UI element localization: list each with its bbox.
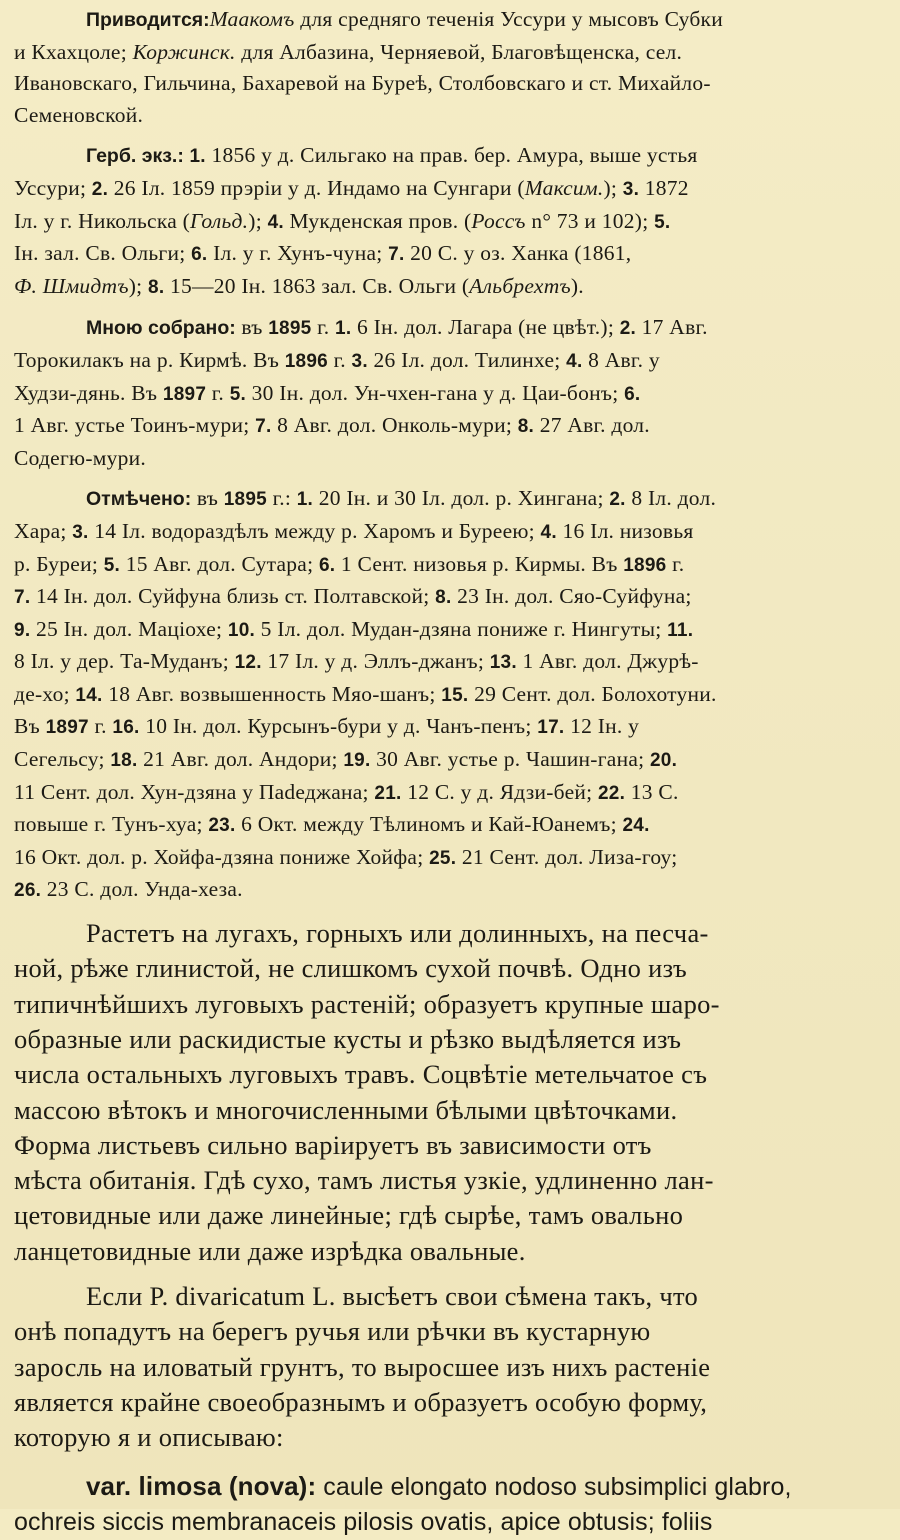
gerb-text: ); — [128, 273, 149, 298]
mnoyu-text: 4. — [566, 350, 583, 372]
otmecheno-text: 11 Сент. дол. Хун-дзяна у Паdеджана; — [14, 779, 375, 804]
mnoyu-text: 1 Авг. устье Тоинъ-мури; — [14, 413, 256, 438]
mnoyu-text: въ — [235, 315, 269, 340]
otmecheno-text: 17. — [537, 717, 565, 739]
variety-text-line-2: ochreis siccis membranaceis pilosis ovatis, apice obtusis; foliis — [14, 1508, 713, 1537]
paragraph-privoditsya — [14, 4, 894, 131]
mnoyu-text: 1895 — [268, 318, 312, 340]
mnoyu-text: 6 Ін. дол. Лагара (не цвѣт.); — [351, 315, 620, 340]
rastet-line: мѣста обитанія. Гдѣ сухо, тамъ листья узкіе, удлиненно лан- — [14, 1165, 714, 1196]
gerb-text: Ін. зал. Св. Ольги; — [14, 241, 192, 266]
privoditsya-text: Маакомъ — [209, 7, 295, 31]
gerb-text: 6. — [191, 244, 208, 266]
gerb-line — [14, 238, 894, 271]
otmecheno-text: г.: — [266, 486, 297, 511]
gerb-line — [14, 206, 894, 239]
mnoyu-text: 1896 — [284, 350, 329, 372]
otmecheno-text: 7. — [14, 587, 31, 609]
otmecheno-text: 12 Ін. у — [564, 714, 640, 739]
rastet-line: типичнѣйшихъ луговыхъ растеній; образуетъ крупные шаро- — [14, 988, 720, 1019]
privoditsya-line — [14, 68, 894, 100]
mnoyu-text: Худзи-дянь. Въ — [14, 380, 163, 405]
gerb-text: 5. — [654, 211, 671, 233]
otmecheno-text: 5 Іл. дол. Мудан-дзяна пониже г. Нингуты; — [255, 616, 668, 641]
otmecheno-text: 16. — [112, 717, 140, 739]
otmecheno-text: 11. — [667, 619, 694, 641]
otmecheno-text: 13. — [489, 652, 517, 674]
otmecheno-text: 1 Авг. дол. Джурѣ- — [516, 649, 699, 674]
otmecheno-text: 1897 — [45, 717, 89, 739]
esli-line: онѣ попадутъ на берегъ ручья или рѣчки въ кустарную — [14, 1316, 651, 1347]
otmecheno-text: 15. — [441, 684, 469, 706]
gerb-text: ). — [570, 273, 584, 298]
mnoyu-line — [14, 345, 894, 378]
otmecheno-text: 25 Ін. дол. Маціохе; — [30, 616, 228, 641]
privoditsya-text: для средняго теченія Уссури у мысовъ Субки — [294, 7, 724, 31]
otmecheno-line — [14, 874, 894, 907]
otmecheno-text: 2. — [609, 489, 626, 511]
variety-text-line-1: caule elongato nodoso subsimplici glabro, — [316, 1473, 792, 1502]
otmecheno-text: 26. — [14, 880, 42, 902]
otmecheno-text: 15 Авг. дол. Сутара; — [120, 551, 319, 576]
rastet-line: ной, рѣже глинистой, не слишкомъ сухой почвѣ. Одно изъ — [14, 953, 687, 984]
privoditsya-text: Ивановскаго, Гильчина, Бахаревой на Буреѣ, Столбовскаго и ст. Михайло- — [14, 71, 711, 96]
otmecheno-text: 22. — [597, 782, 626, 804]
mnoyu-line — [14, 378, 894, 411]
mnoyu-text: 17 Авг. — [636, 315, 708, 340]
rastet-line: ланцетовидные или даже изрѣдка овальные. — [14, 1235, 526, 1266]
privoditsya-text: и Кхахцоле; — [14, 39, 133, 64]
otmecheno-text: Сегельсу; — [14, 747, 111, 772]
otmecheno-text: Въ — [14, 714, 46, 739]
mnoyu-text: г. — [206, 380, 230, 405]
privoditsya-label: Приводится: — [86, 9, 210, 31]
otmecheno-line — [14, 744, 894, 777]
esli-line: которую я и описываю: — [14, 1422, 284, 1453]
rastet-line: массою вѣтокъ и многочисленными бѣлыми цвѣточками. — [14, 1094, 678, 1125]
otmecheno-text: 25. — [429, 847, 457, 869]
rastet-line: Форма листьевъ сильно варіируетъ въ зависимости отъ — [14, 1129, 652, 1160]
mnoyu-text: 30 Ін. дол. Ун-чхен-гана у д. Цаи-бонъ; — [246, 380, 625, 405]
rastet-line: цетовидные или даже линейные; гдѣ сырѣе, тамъ овально — [14, 1200, 684, 1231]
otmecheno-text: 8 Іл. у дер. Та-Муданъ; — [14, 649, 235, 674]
rastet-line: образные или раскидистые кусты и рѣзко выдѣляется изъ — [14, 1023, 682, 1054]
otmecheno-text: 18 Авг. возвышенность Мяо-шанъ; — [102, 681, 442, 706]
otmecheno-text: 14 Іл. водораздѣлъ между р. Харомъ и Буреею; — [88, 518, 541, 543]
otmecheno-text: Хара; — [14, 518, 73, 543]
gerb-text: 1856 у д. Сильгако на прав. бер. Амура, выше устья — [205, 143, 698, 168]
gerb-text: 4. — [267, 211, 284, 233]
gerb-text: ); — [603, 175, 623, 200]
privoditsya-line — [14, 37, 894, 69]
rastet-line: Растетъ на лугахъ, горныхъ или долинныхъ, на песча- — [86, 918, 709, 949]
otmecheno-line — [14, 549, 894, 582]
otmecheno-text: 23 С. дол. Унда-хеза. — [41, 877, 243, 902]
esli-line: является крайне своеобразнымъ и образуетъ особую форму, — [14, 1386, 708, 1417]
gerb-text: Гольд. — [190, 208, 249, 233]
otmecheno-line — [14, 842, 894, 875]
paragraph-collected-by-me — [14, 312, 894, 474]
otmecheno-text: 19. — [343, 750, 371, 772]
otmecheno-text: 10. — [227, 619, 256, 641]
otmecheno-text: 5. — [103, 554, 121, 576]
rastet-line: числа остальныхъ луговыхъ травъ. Соцвѣтіе метельчатое съ — [14, 1059, 708, 1090]
otmecheno-line — [14, 581, 894, 614]
otmecheno-text: 18. — [110, 750, 138, 772]
privoditsya-text: Коржинск. — [132, 39, 236, 64]
otmecheno-line — [14, 483, 894, 516]
mnoyu-text: 8 Авг. у — [582, 347, 660, 372]
esli-line: заросль на иловатый грунтъ, то выросшее изъ нихъ растеніе — [14, 1351, 711, 1382]
otmecheno-text: г. — [666, 551, 685, 576]
mnoyu-text: 26 Іл. дол. Тилинхе; — [367, 347, 567, 372]
otmecheno-text: 21 Авг. дол. Андори; — [137, 747, 344, 772]
otmecheno-text: 12. — [234, 652, 262, 674]
otmecheno-text: повыше г. Тунъ-хуа; — [14, 812, 209, 837]
privoditsya-text: Семеновской. — [14, 102, 144, 127]
otmecheno-text: 23. — [208, 815, 236, 837]
mnoyu-text: 2. — [619, 318, 637, 340]
gerb-line — [14, 271, 894, 304]
otmecheno-text: 20. — [649, 750, 678, 772]
mnoyu-text: 8. — [517, 416, 535, 438]
gerb-text: 26 Іл. 1859 прэріи у д. Индамо на Сунгари ( — [108, 175, 525, 200]
gerb-text: Іл. у г. Никольска ( — [14, 208, 191, 233]
gerb-text: 7. — [388, 244, 405, 266]
mnoyu-text: Торокилакъ на р. Кирмѣ. Въ — [14, 347, 285, 372]
otmecheno-text: 8 Іл. дол. — [625, 486, 717, 511]
paragraph-sowing-form — [14, 1279, 894, 1455]
mnoyu-text: 3. — [351, 350, 368, 372]
otmecheno-line — [14, 614, 894, 647]
mnoyu-line — [14, 410, 894, 443]
paragraph-herbarium-specimens — [14, 140, 894, 303]
otmecheno-text: 9. — [14, 619, 31, 641]
otmecheno-text: 1896 — [623, 554, 667, 576]
mnoyu-text: 6. — [624, 383, 641, 405]
mnoyu-text: 7. — [255, 416, 272, 438]
otmecheno-text: 12 С. у д. Ядзи-бей; — [401, 779, 598, 804]
gerb-text: Максим. — [524, 175, 604, 200]
otmecheno-text: 14. — [75, 684, 103, 706]
otmecheno-label: Отмѣчено: — [86, 488, 192, 511]
otmecheno-text: 30 Авг. устье р. Чашин-гана; — [370, 747, 650, 772]
gerb-text: Уссури; — [14, 175, 92, 200]
otmecheno-line — [14, 516, 894, 549]
gerb-text: 8. — [148, 276, 165, 298]
otmecheno-text: 21 Сент. дол. Лиза-гоу; — [456, 844, 678, 869]
gerb-text: 1. — [189, 146, 206, 168]
mnoyu-text: 1. — [335, 318, 352, 340]
esli-line: Если P. divaricatum L. высѣетъ свои сѣмена такъ, что — [86, 1281, 699, 1311]
mnoyu-text: 5. — [229, 383, 247, 405]
paragraph-noted — [14, 483, 894, 907]
otmecheno-line — [14, 711, 894, 744]
otmecheno-text: 8. — [435, 587, 452, 609]
gerb-text: 15—20 Ін. 1863 зал. Св. Ольги ( — [164, 273, 470, 298]
mnoyu-label: Мною собрано: — [86, 317, 236, 340]
gerb-text: Ф. Шмидтъ — [14, 273, 129, 298]
gerb-text: ); — [248, 208, 268, 233]
otmecheno-text: г. — [88, 714, 113, 739]
gerb-text: 1872 — [639, 175, 689, 200]
otmecheno-text: 1 Сент. низовья р. Кирмы. Въ — [335, 551, 624, 576]
gerb-label: Герб. экз.: — [86, 145, 184, 168]
gerb-text: 2. — [91, 178, 109, 200]
mnoyu-text: 1897 — [162, 383, 207, 405]
mnoyu-line — [14, 443, 894, 475]
mnoyu-line — [14, 312, 894, 345]
otmecheno-line — [14, 679, 894, 712]
mnoyu-text: Содегю-мури. — [14, 445, 146, 470]
gerb-text: Альбрехтъ — [469, 273, 571, 298]
gerb-text: Іл. у г. Хунъ-чуна; — [207, 241, 389, 266]
gerb-text: Мукденская пров. ( — [283, 208, 472, 233]
otmecheno-line — [14, 646, 894, 679]
otmecheno-text: 6 Окт. между Тѣлиномъ и Кай-Юанемъ; — [235, 812, 623, 837]
otmecheno-text: 16 Іл. низовья — [556, 518, 694, 543]
gerb-text: 20 С. у оз. Ханка (1861, — [404, 241, 632, 266]
otmecheno-text: 3. — [72, 521, 89, 543]
otmecheno-text: 29 Сент. дол. Болохотуни. — [468, 681, 717, 706]
otmecheno-text: 4. — [540, 521, 557, 543]
gerb-text: 3. — [622, 178, 640, 200]
privoditsya-line — [14, 100, 894, 132]
mnoyu-text: г. — [311, 315, 336, 340]
otmecheno-line — [14, 777, 894, 810]
otmecheno-text: 10 Ін. дол. Курсынъ-бури у д. Чанъ-пенъ; — [139, 714, 538, 739]
otmecheno-text: въ — [191, 486, 224, 511]
otmecheno-text: 1895 — [223, 489, 267, 511]
otmecheno-text: 6. — [318, 554, 336, 576]
variety-label: var. limosa (nova): — [86, 1471, 317, 1502]
otmecheno-text: 14 Ін. дол. Суйфуна близь ст. Полтавской; — [30, 584, 436, 609]
privoditsya-line — [14, 4, 894, 37]
gerb-line — [14, 140, 894, 173]
otmecheno-text: 16 Окт. дол. р. Хойфа-дзяна пониже Хойфа; — [14, 844, 430, 869]
privoditsya-text: для Албазина, Черняевой, Благовѣщенска, сел. — [235, 39, 683, 64]
otmecheno-text: 20 Ін. и 30 Іл. дол. р. Хингана; — [313, 486, 610, 511]
otmecheno-text: 1. — [296, 489, 314, 511]
gerb-text: n° 73 и 102); — [525, 208, 655, 233]
mnoyu-text: г. — [328, 347, 352, 372]
otmecheno-text: де-хо; — [14, 681, 76, 706]
otmecheno-text: р. Буреи; — [14, 551, 104, 576]
otmecheno-text: 17 Іл. у д. Эллъ-джанъ; — [261, 649, 490, 674]
otmecheno-line — [14, 809, 894, 842]
otmecheno-text: 23 Ін. дол. Сяо-Суйфуна; — [451, 584, 692, 609]
paragraph-variety-limosa — [14, 1469, 894, 1540]
variety-line-1 — [14, 1469, 894, 1505]
mnoyu-text: 8 Авг. дол. Онколь-мури; — [271, 413, 518, 438]
otmecheno-text: 24. — [622, 815, 650, 837]
gerb-text: Россъ — [471, 208, 526, 233]
gerb-line — [14, 173, 894, 206]
mnoyu-text: 27 Авг. дол. — [534, 413, 650, 438]
otmecheno-text: 13 С. — [625, 779, 679, 804]
paragraph-habitat-description — [14, 916, 894, 1269]
otmecheno-text: 21. — [374, 782, 402, 804]
